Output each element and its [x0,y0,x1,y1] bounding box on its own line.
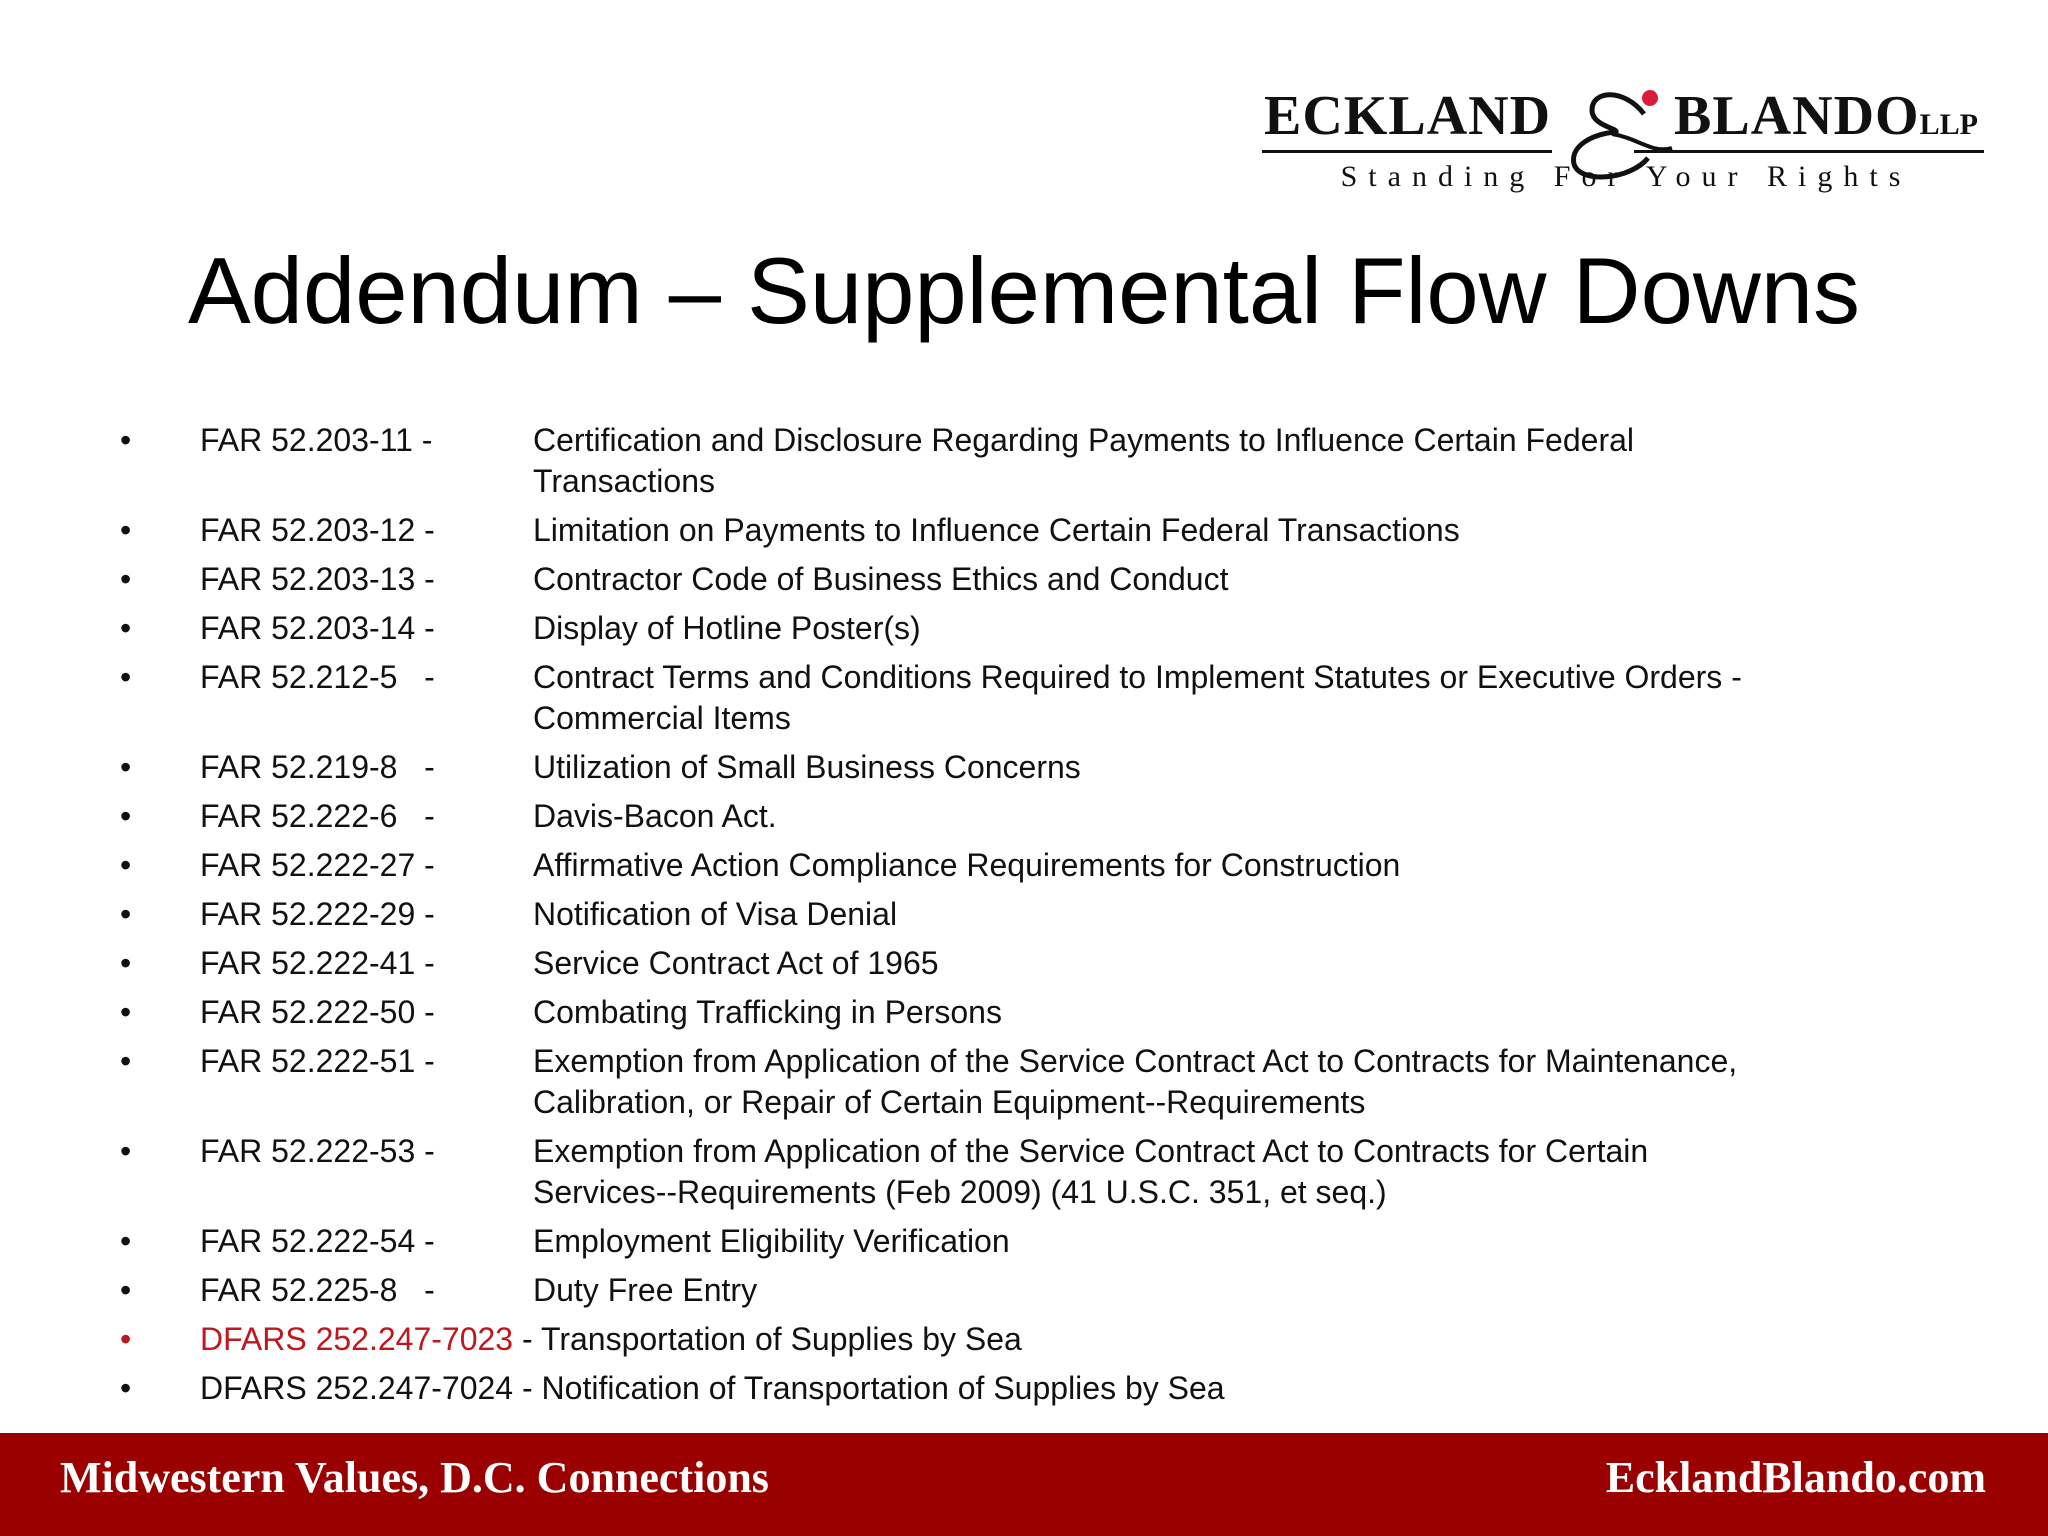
clause-code: FAR 52.222-41 - [200,945,435,981]
clause-title: Notification of Visa Denial [533,896,898,932]
dfars-code: DFARS 252.247-7024 [200,1370,514,1406]
clause-title: - Transportation of Supplies by Sea [513,1321,1022,1357]
list-item [0,943,2048,984]
list-item-dfars [0,1319,2048,1360]
list-item [0,845,2048,886]
footer-slogan: Midwestern Values, D.C. Connections [60,1453,769,1502]
list-item [0,796,2048,837]
clause-list [0,420,2048,1417]
clause-code: FAR 52.203-13 - [200,561,435,597]
clause-title: - Notification of Transportation of Supplies by Sea [513,1370,1225,1406]
list-item-dfars [0,1368,2048,1409]
clause-code: FAR 52.222-50 - [200,994,435,1030]
list-item [0,1270,2048,1311]
clause-code: FAR 52.219-8 - [200,749,435,785]
list-item [0,1131,2048,1213]
bullet: • [120,798,132,834]
bullet: • [120,610,132,646]
clause-title: Certification and Disclosure Regarding Payments to Influence Certain Federal Transactions [533,422,1634,499]
clause-title: Combating Trafficking in Persons [533,994,1002,1030]
list-item [0,559,2048,600]
logo-tagline: Standing For Your Rights [1340,160,1912,193]
clause-title: Duty Free Entry [533,1272,758,1308]
clause-title: Employment Eligibility Verification [533,1223,1010,1259]
clause-code: FAR 52.203-11 - [200,422,433,458]
clause-title: Exemption from Application of the Service Contract Act to Contracts for Maintenance, Calibration, or Repair of Certain Equipment--Requirements [533,1043,1738,1120]
bullet: • [120,1370,132,1406]
list-item [0,1221,2048,1262]
logo-rule-left [1262,150,1552,153]
clause-code: FAR 52.222-53 - [200,1133,435,1169]
footer-website[interactable]: EcklandBlando.com [1605,1453,1986,1502]
clause-code: FAR 52.225-8 - [200,1272,435,1308]
bullet: • [120,847,132,883]
bullet: • [120,1043,132,1079]
footer-banner [0,1433,2048,1536]
bullet: • [120,994,132,1030]
list-item [0,510,2048,551]
dfars-code-link[interactable]: DFARS 252.247-7023 [200,1321,514,1357]
logo-rule-right [1634,150,1984,153]
bullet: • [120,422,132,458]
clause-title: Limitation on Payments to Influence Certain Federal Transactions [533,512,1460,548]
clause-code: FAR 52.222-51 - [200,1043,435,1079]
clause-code: FAR 52.222-6 - [200,798,435,834]
slide-title: Addendum – Supplemental Flow Downs [187,238,1861,343]
bullet: • [120,1272,132,1308]
logo-wordmark [1262,84,1990,154]
clause-title: Utilization of Small Business Concerns [533,749,1081,785]
logo-name-right: BLANDOLLP [1674,85,1978,147]
list-item [0,992,2048,1033]
clause-title: Display of Hotline Poster(s) [533,610,921,646]
bullet: • [120,749,132,785]
clause-title: Exemption from Application of the Service Contract Act to Contracts for Certain Services--Requirements (Feb 2009) (41 U.S.C. 351, et seq.) [533,1133,1649,1210]
list-item [0,1041,2048,1123]
list-item [0,608,2048,649]
clause-code: FAR 52.222-27 - [200,847,435,883]
bullet: • [120,659,132,695]
bullet: • [120,512,132,548]
list-item [0,420,2048,502]
bullet: • [120,1223,132,1259]
clause-title: Contractor Code of Business Ethics and Conduct [533,561,1229,597]
clause-title: Service Contract Act of 1965 [533,945,939,981]
firm-logo [1262,48,1990,208]
clause-code: FAR 52.222-54 - [200,1223,435,1259]
bullet: • [120,1133,132,1169]
bullet: • [120,1321,132,1357]
list-item [0,747,2048,788]
clause-code: FAR 52.212-5 - [200,659,435,695]
logo-name-left: ECKLAND [1264,85,1552,147]
bullet: • [120,945,132,981]
clause-code: FAR 52.203-14 - [200,610,435,646]
clause-code: FAR 52.222-29 - [200,896,435,932]
list-item [0,657,2048,739]
bullet: • [120,561,132,597]
logo-suffix: LLP [1919,108,1978,141]
list-item [0,894,2048,935]
clause-title: Contract Terms and Conditions Required to Implement Statutes or Executive Orders - Commercial Items [533,659,1742,736]
bullet: • [120,896,132,932]
clause-title: Davis-Bacon Act. [533,798,777,834]
clause-code: FAR 52.203-12 - [200,512,435,548]
clause-title: Affirmative Action Compliance Requirements for Construction [533,847,1401,883]
